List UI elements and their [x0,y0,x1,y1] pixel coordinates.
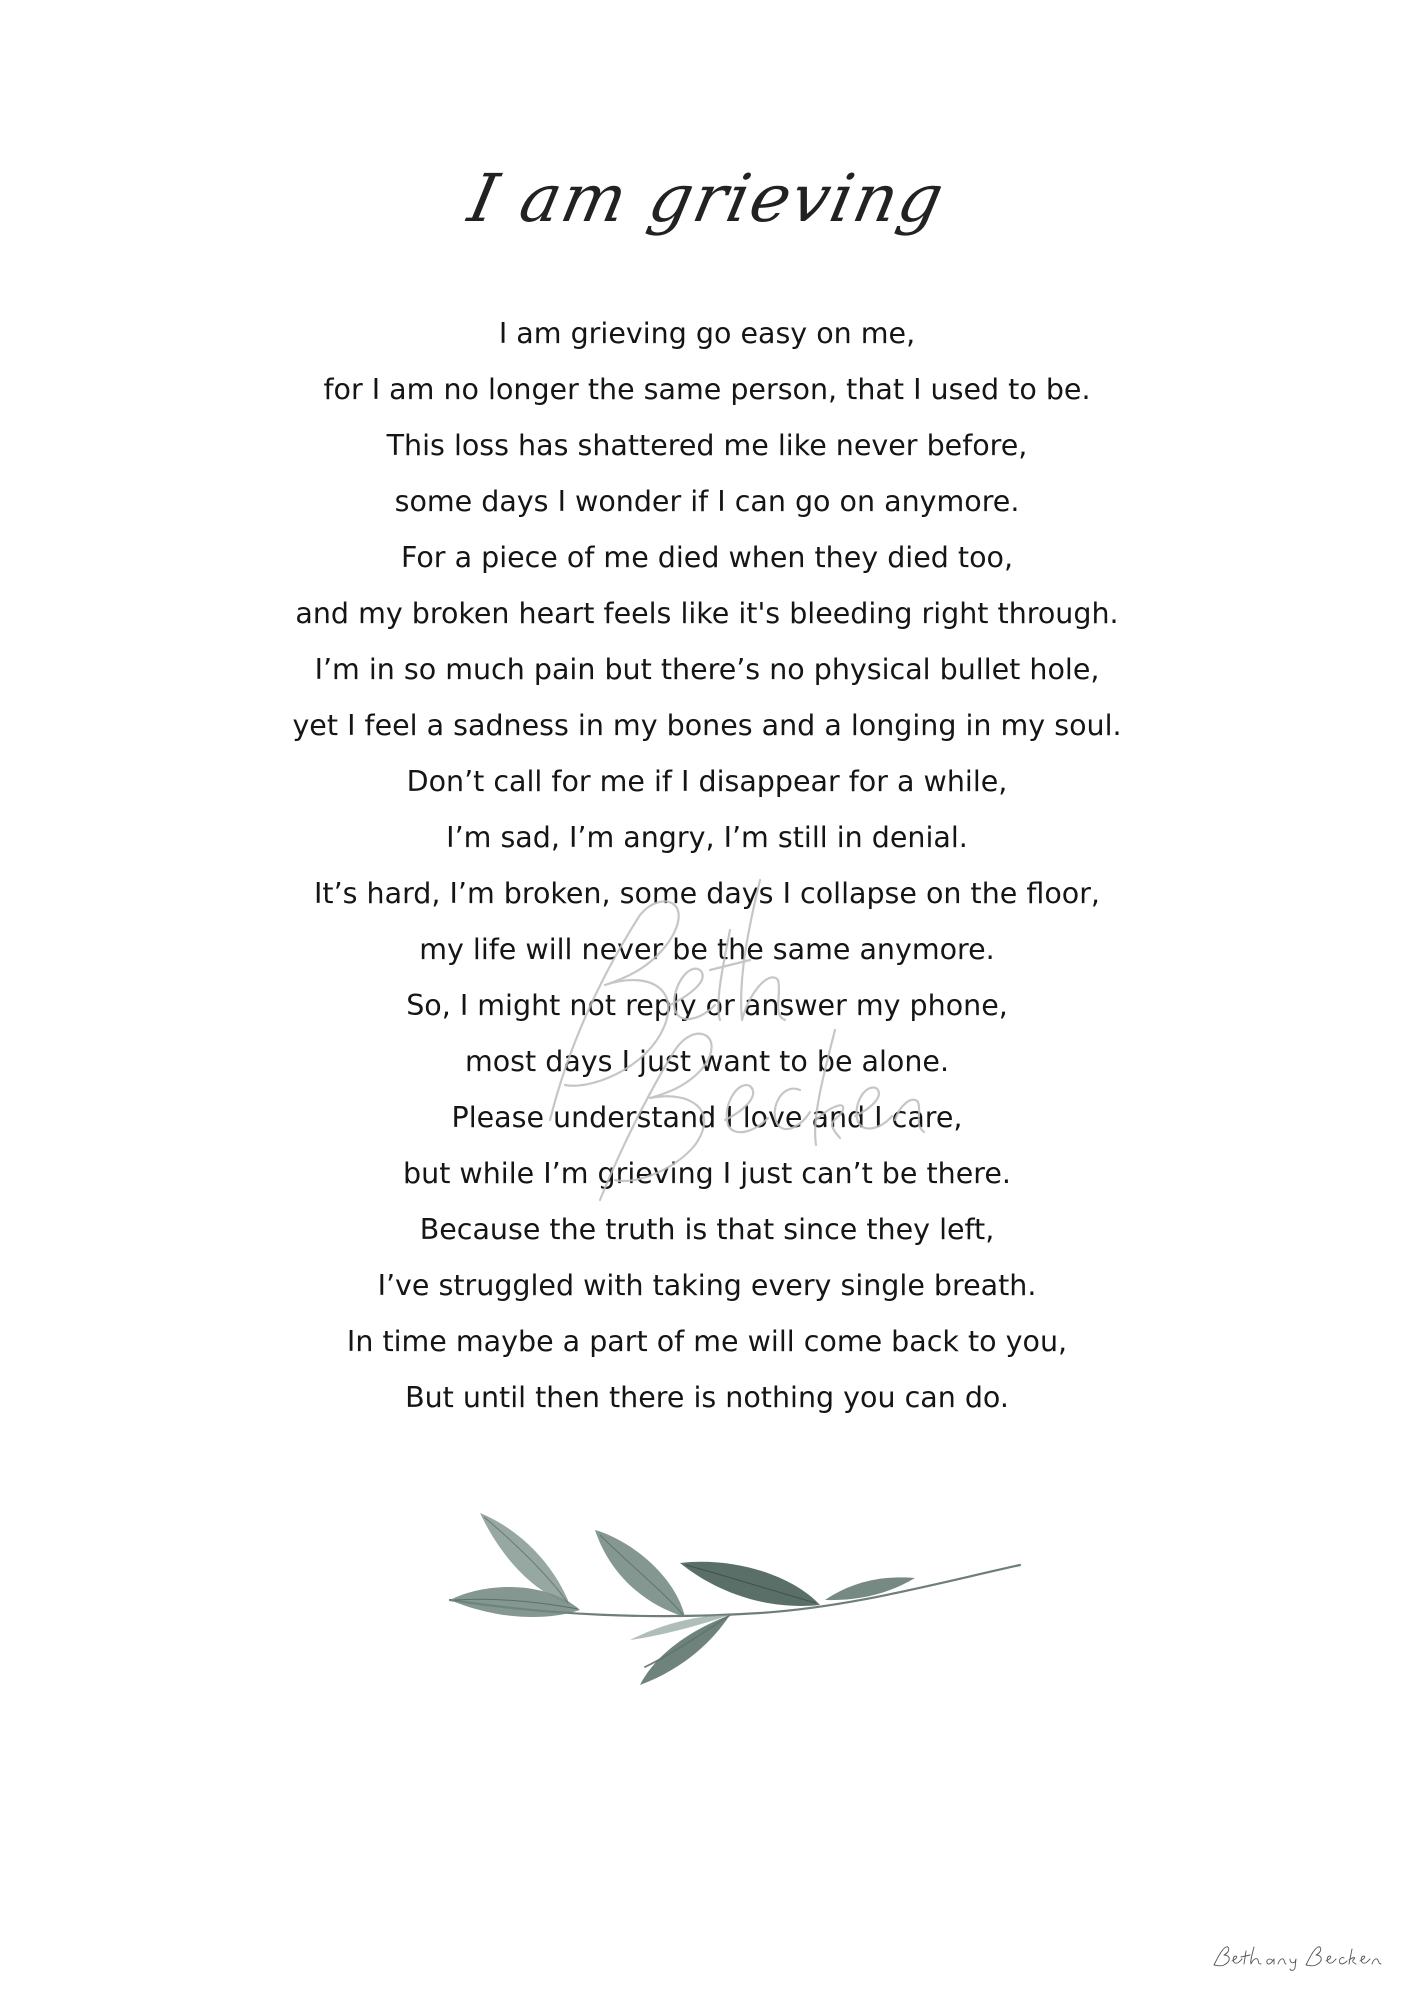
poem-line: but while I’m grieving I just can’t be there. [403,1157,1011,1190]
poem-body [220,306,1194,1426]
poem-line: So, I might not reply or answer my phone, [406,989,1008,1022]
poem-line: yet I feel a sadness in my bones and a longing in my soul. [292,709,1122,742]
poem-line: I’m in so much pain but there’s no physical bullet hole, [314,653,1100,686]
poem-line: This loss has shattered me like never before, [386,429,1028,462]
poem-line: In time maybe a part of me will come back to you, [346,1325,1068,1358]
poem-line: I am grieving go easy on me, [498,317,916,350]
poem-line: my life will never be the same anymore. [419,933,995,966]
poem-line: and my broken heart feels like it's bleeding right through. [295,597,1119,630]
poem-line: Because the truth is that since they left, [419,1213,995,1246]
poem-line: for I am no longer the same person, that I used to be. [323,373,1091,406]
poem-line: But until then there is nothing you can do. [405,1381,1009,1414]
poem-line: For a piece of me died when they died too, [400,541,1014,574]
poem-line: I’m sad, I’m angry, I’m still in denial. [446,821,968,854]
poem-line: Please understand I love and I care, [451,1101,963,1134]
olive-branch-icon [430,1495,1030,1695]
poem-title: I am grieving [462,160,952,237]
poem-line: some days I wonder if I can go on anymore. [394,485,1020,518]
signature-mark [1210,1943,1390,1973]
poem-line: It’s hard, I’m broken, some days I collapse on the floor, [314,877,1100,910]
poem-line: I’ve struggled with taking every single breath. [377,1269,1037,1302]
poem-line: most days I just want to be alone. [464,1045,950,1078]
poem-line: Don’t call for me if I disappear for a while, [406,765,1008,798]
